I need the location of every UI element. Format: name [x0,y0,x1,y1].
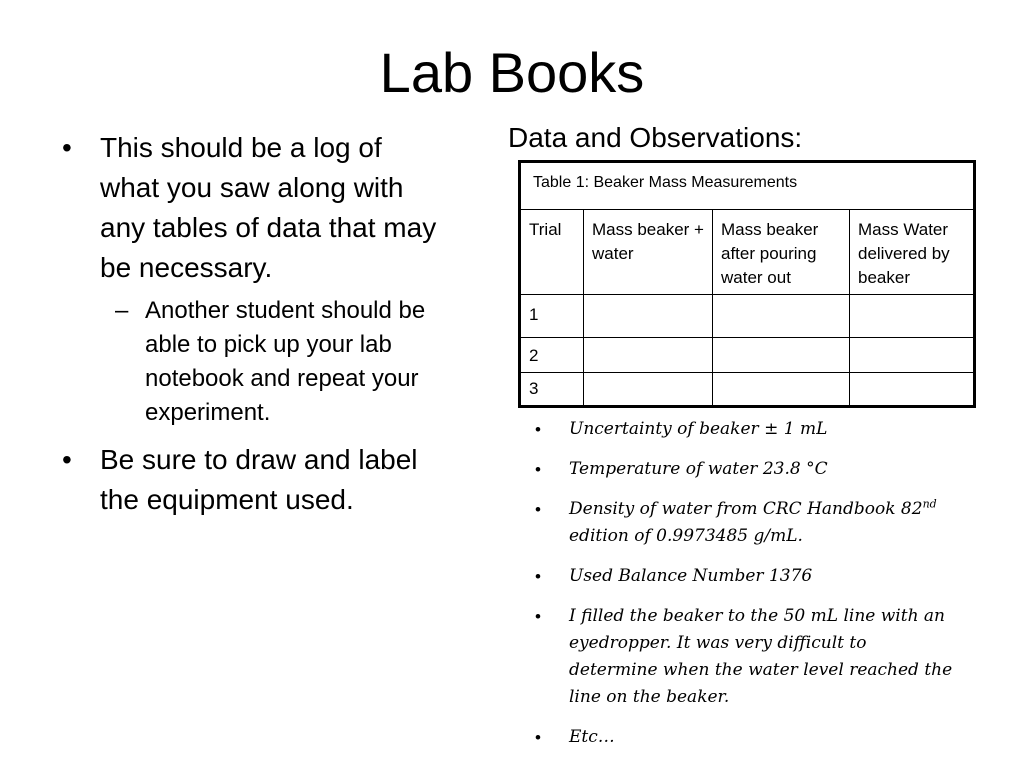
note-density [535,496,955,550]
note-temperature [535,456,955,483]
header-trial: Trial [520,210,584,295]
table-cell [584,295,713,338]
table-cell [713,373,850,407]
bullet-mark: • [62,132,72,163]
note-bullet-mark: • [535,500,541,519]
bullet-log-text: This should be a log of what you saw along with any tables of data that may be necessary. [100,132,437,283]
table-cell [584,338,713,373]
note-bullet-mark: • [535,567,541,586]
note-balance-text: Used Balance Number 1376 [569,566,813,586]
note-temperature-text: Temperature of water 23.8 °C [569,459,828,479]
table-cell [584,373,713,407]
note-density-text-post: edition of 0.9973485 g/mL. [569,526,803,546]
bullet-equipment-text: Be sure to draw and label the equipment used. [100,444,418,515]
sub-bullet-repeat-text: Another student should be able to pick up your lab notebook and repeat your experiment. [145,297,426,426]
bullet-mark: • [62,444,72,475]
note-bullet-mark: • [535,460,541,479]
note-uncertainty-text: Uncertainty of beaker ± 1 mL [569,419,828,439]
table-header-row [520,210,975,295]
note-balance [535,563,955,590]
note-eyedropper-text: I filled the beaker to the 50 mL line with an eyedropper. It was very difficult to determine when the water level reached the line on the beaker. [569,606,953,707]
note-bullet-mark: • [535,607,541,626]
table-row [520,373,975,407]
header-mass-beaker-water: Mass beaker + water [584,210,713,295]
note-density-text-pre: Density of water from CRC Handbook 82 [569,499,923,519]
table-cell [850,373,975,407]
table-cell [850,295,975,338]
table-row [520,295,975,338]
table-cell: 2 [520,338,584,373]
table-cell [713,338,850,373]
header-mass-water-delivered: Mass Water delivered by beaker [850,210,975,295]
slide-title: Lab Books [379,41,645,104]
beaker-mass-table [518,160,976,408]
note-bullet-mark: • [535,420,541,439]
header-mass-beaker-after: Mass beaker after pouring water out [713,210,850,295]
table-caption-row [520,162,975,210]
left-column [60,128,440,526]
table-cell: 1 [520,295,584,338]
data-observations-heading: Data and Observations: [508,122,803,153]
table-row [520,338,975,373]
bullet-equipment [60,440,440,520]
note-density-superscript: nd [922,497,937,511]
note-uncertainty [535,416,955,443]
observation-notes [535,416,955,764]
dash-mark: – [115,297,129,324]
sub-bullet-repeat [60,294,440,430]
note-bullet-mark: • [535,728,541,747]
table-cell: 3 [520,373,584,407]
note-eyedropper [535,603,955,711]
table-cell [850,338,975,373]
note-etc [535,724,955,751]
table-cell [713,295,850,338]
table-caption: Table 1: Beaker Mass Measurements [520,162,975,210]
bullet-log [60,128,440,288]
note-etc-text: Etc… [569,727,615,747]
